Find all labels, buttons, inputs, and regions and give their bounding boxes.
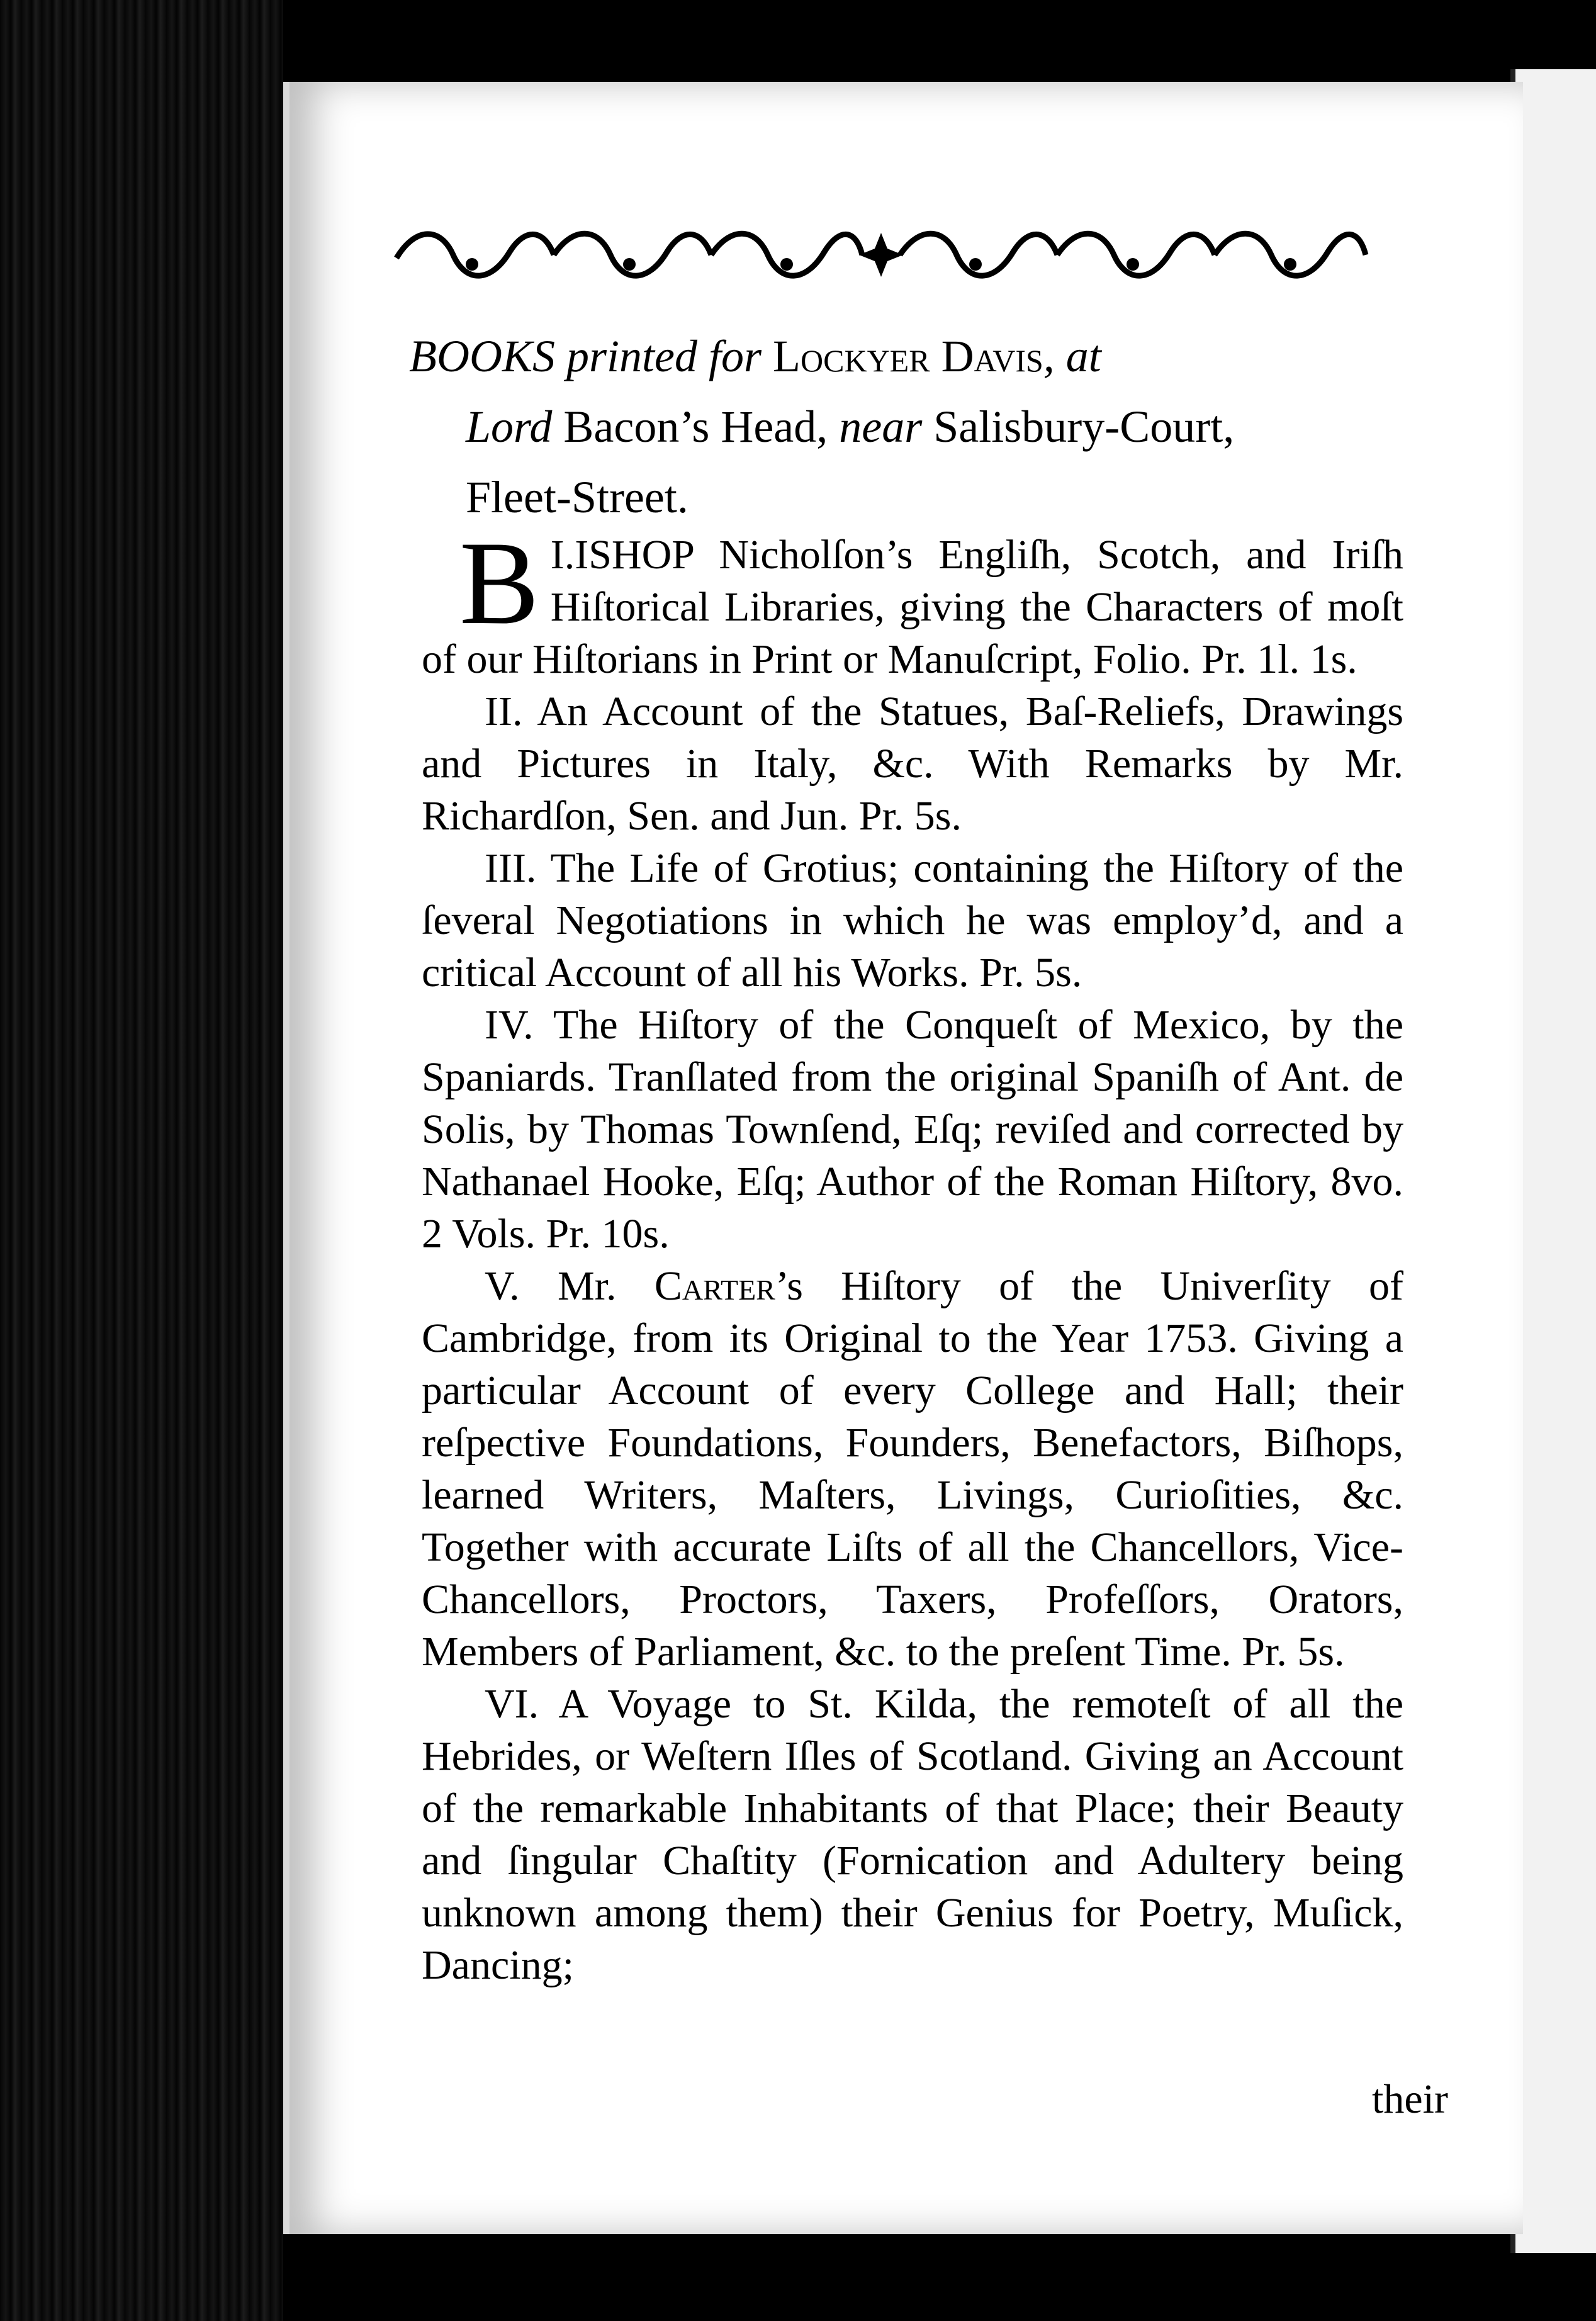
list-item: [422, 1260, 1403, 1678]
entry-text: The Life of Grotius; containing the Hiſtory of the ſeveral Negotiations in which he was employ’d, and a critical Account of all his Works. Pr. 5s.: [422, 845, 1403, 996]
entry-text: The Hiſtory of the Conqueſt of Mexico, by the Spaniards. Tranſlated from the original Spaniſh of Ant. de Solis, by Thomas Townſend, Eſq; reviſed and corrected by Nathanael Hooke, Eſq; Author of the Roman Hiſtory, 8vo. 2 Vols. Pr. 10s.: [422, 1002, 1403, 1257]
list-item: [422, 685, 1403, 842]
header-salisbury-court: Salisbury-Court,: [922, 402, 1235, 452]
entry-numeral: II.: [485, 688, 523, 734]
page-header: [409, 321, 1391, 532]
header-at: , at: [1043, 331, 1101, 381]
entry-numeral: I.: [550, 532, 575, 578]
entry-numeral: V.: [485, 1263, 520, 1309]
book-list: [422, 517, 1404, 1991]
entry-numeral: III.: [485, 845, 537, 891]
list-item: [422, 1678, 1403, 1991]
facing-page-edge: [1510, 69, 1596, 2253]
header-line-3: Fleet-Street.: [466, 472, 688, 522]
header-bookseller-name: Lockyer Davis: [773, 331, 1043, 381]
drop-cap: B: [459, 517, 539, 649]
entry-numeral: IV.: [485, 1002, 534, 1048]
entry-text-continued: ’s Hiſtory of the Univerſity of Cambridge, from its Original to the Year 1753. Giving a particular Account of every College and Hall; their reſpective Foundations, Founders, Benefactors, Biſhops, learned Writers, Maſters, Livings, Curioſities, &c. Together with accurate Liſts of all the Chancellors, Vice-Chancellors, Proctors, Taxers, Profeſſors, Orators, Members of Parliament, &c. to the preſent Time. Pr. 5s.: [422, 1263, 1404, 1675]
header-near: near: [839, 402, 923, 452]
catchword: their: [1372, 2076, 1448, 2122]
header-line-2: [409, 391, 1391, 462]
entry-text: An Account of the Statues, Baſ-Reliefs, Drawings and Pictures in Italy, &c. With Remarks by Mr. Richardſon, Sen. and Jun. Pr. 5s.: [422, 688, 1403, 839]
entry-text: ISHOP Nicholſon’s Engliſh, Scotch, and Iriſh Hiſtorical Libraries, giving the Characters of moſt of our Hiſtorians in Print or Manuſcript, Folio. Pr. 1l. 1s.: [422, 532, 1403, 682]
decorative-ornament-band: [390, 220, 1372, 289]
list-item: [422, 842, 1403, 999]
entry-text: A Voyage to St. Kilda, the remoteſt of all the Hebrides, or Weſtern Iſles of Scotland. Giving an Account of the remarkable Inhabitants of that Place; their Beauty and ſingular Chaſtity (Fornication and Adultery being unknown among them) their Genius for Poetry, Muſick, Dancing;: [422, 1681, 1403, 1988]
entry-numeral: VI.: [485, 1681, 539, 1727]
header-bacons-head: Bacon’s Head,: [552, 402, 840, 452]
list-item: [422, 517, 1403, 685]
header-printed-for: printed for: [555, 331, 773, 381]
header-line-1: [409, 321, 1391, 391]
entry-author: Carter: [654, 1263, 775, 1309]
book-spine: [0, 0, 283, 2321]
list-item: [422, 999, 1403, 1260]
entry-text: Mr.: [557, 1263, 655, 1309]
header-lord: Lord: [466, 402, 553, 452]
header-books: BOOKS: [409, 331, 555, 381]
